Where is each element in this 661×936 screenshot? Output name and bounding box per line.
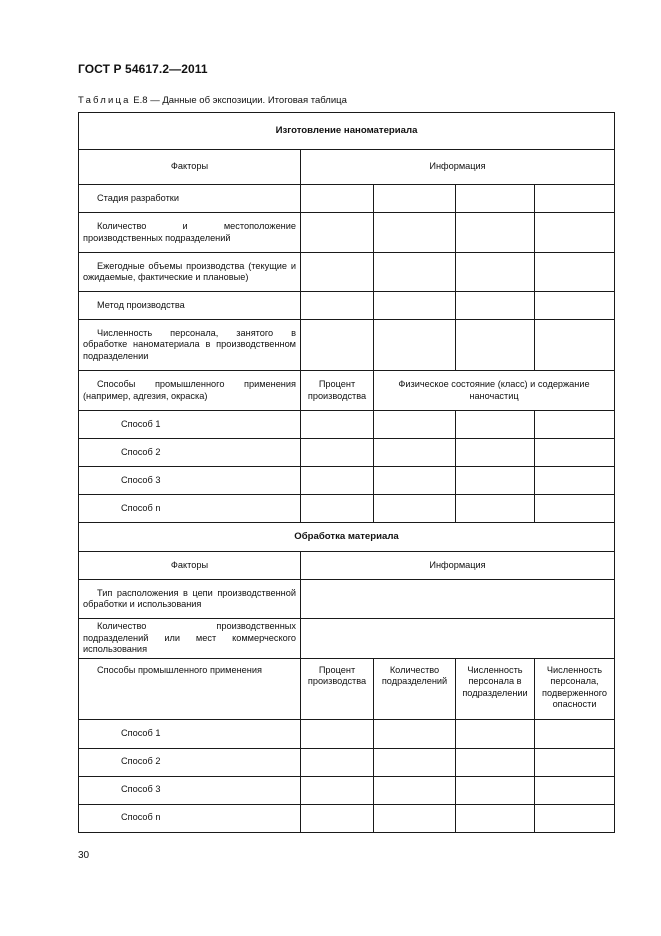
table-row xyxy=(79,292,615,320)
info-cell xyxy=(456,411,535,439)
info-cell xyxy=(301,804,374,832)
info-cell xyxy=(301,495,374,523)
info-cell xyxy=(374,253,456,292)
table-caption xyxy=(78,95,347,106)
info-cell xyxy=(301,292,374,320)
info-cell xyxy=(301,185,374,213)
table-row xyxy=(79,371,615,411)
info-cell xyxy=(301,253,374,292)
factor-units-location: Количество и местоположение производственных подразделений xyxy=(79,213,301,253)
method-label: Способ 3 xyxy=(79,467,301,495)
info-cell xyxy=(535,748,615,776)
table-row xyxy=(79,619,615,659)
info-cell xyxy=(374,411,456,439)
info-cell xyxy=(456,320,535,371)
factor-staff-count: Численность персонала, занятого в обработке наноматериала в производственном подразделении xyxy=(79,320,301,371)
document-standard-header: ГОСТ Р 54617.2—2011 xyxy=(78,62,208,76)
info-cell xyxy=(374,467,456,495)
column-header-percent: Процент производства xyxy=(301,658,374,719)
factor-chain-position: Тип расположения в цепи производственной обработки и использования xyxy=(79,580,301,619)
info-cell xyxy=(456,439,535,467)
method-label: Способ n xyxy=(79,804,301,832)
info-cell xyxy=(535,776,615,804)
column-header-row xyxy=(79,552,615,580)
method-label: Способ n xyxy=(79,495,301,523)
info-cell xyxy=(374,320,456,371)
exposure-summary-table xyxy=(78,112,615,833)
info-cell xyxy=(301,320,374,371)
method-label: Способ 1 xyxy=(79,719,301,748)
table-row xyxy=(79,658,615,719)
info-cell xyxy=(301,467,374,495)
table-row xyxy=(79,320,615,371)
info-cell xyxy=(535,411,615,439)
info-cell xyxy=(535,467,615,495)
table-caption-prefix: Таблица xyxy=(78,95,131,106)
table-row xyxy=(79,719,615,748)
info-cell xyxy=(374,719,456,748)
column-header-physical-state: Физическое состояние (класс) и содержание наночастиц xyxy=(374,371,615,411)
factor-industrial-applications: Способы промышленного применения xyxy=(79,658,301,719)
factor-production-method: Метод производства xyxy=(79,292,301,320)
info-cell xyxy=(535,253,615,292)
method-label: Способ 3 xyxy=(79,776,301,804)
info-cell xyxy=(301,439,374,467)
table-caption-text: Е.8 — Данные об экспозиции. Итоговая таблица xyxy=(130,95,347,106)
info-cell xyxy=(535,495,615,523)
column-header-factors: Факторы xyxy=(79,552,301,580)
info-cell xyxy=(456,253,535,292)
info-cell xyxy=(456,804,535,832)
table-row xyxy=(79,253,615,292)
info-cell xyxy=(374,495,456,523)
method-label: Способ 1 xyxy=(79,411,301,439)
factor-industrial-applications: Способы промышленного применения (например, адгезия, окраска) xyxy=(79,371,301,411)
info-cell xyxy=(374,185,456,213)
table-row xyxy=(79,748,615,776)
method-label: Способ 2 xyxy=(79,748,301,776)
page-number: 30 xyxy=(78,850,90,861)
section-title-row xyxy=(79,523,615,552)
info-cell xyxy=(374,213,456,253)
column-header-information: Информация xyxy=(301,150,615,185)
section-title-row xyxy=(79,113,615,150)
info-cell xyxy=(535,320,615,371)
info-cell xyxy=(456,213,535,253)
table-row xyxy=(79,804,615,832)
table-row xyxy=(79,411,615,439)
info-cell xyxy=(456,495,535,523)
table-row xyxy=(79,185,615,213)
info-cell xyxy=(456,719,535,748)
column-header-row xyxy=(79,150,615,185)
info-cell xyxy=(374,439,456,467)
table-row xyxy=(79,439,615,467)
column-header-percent: Процент производства xyxy=(301,371,374,411)
section-title-processing: Обработка материала xyxy=(79,523,615,552)
info-cell xyxy=(456,292,535,320)
info-cell xyxy=(535,719,615,748)
info-cell xyxy=(301,580,615,619)
table-row xyxy=(79,467,615,495)
info-cell xyxy=(535,804,615,832)
info-cell xyxy=(301,719,374,748)
info-cell xyxy=(456,748,535,776)
table-row xyxy=(79,213,615,253)
factor-annual-volumes: Ежегодные объемы производства (текущие и ожидаемые, фактические и плановые) xyxy=(79,253,301,292)
info-cell xyxy=(374,804,456,832)
info-cell xyxy=(456,185,535,213)
info-cell xyxy=(535,292,615,320)
table-row xyxy=(79,495,615,523)
table-row xyxy=(79,580,615,619)
info-cell xyxy=(301,619,615,659)
method-label: Способ 2 xyxy=(79,439,301,467)
column-header-information: Информация xyxy=(301,552,615,580)
section-title-manufacturing: Изготовление наноматериала xyxy=(79,113,615,150)
info-cell xyxy=(374,776,456,804)
info-cell xyxy=(535,185,615,213)
table-row xyxy=(79,776,615,804)
info-cell xyxy=(374,292,456,320)
info-cell xyxy=(301,411,374,439)
column-header-factors: Факторы xyxy=(79,150,301,185)
info-cell xyxy=(456,776,535,804)
info-cell xyxy=(535,213,615,253)
column-header-staff-exposed: Численность персонала, подверженного опасности xyxy=(535,658,615,719)
column-header-staff-in-unit: Численность персонала в подразделении xyxy=(456,658,535,719)
column-header-units-count: Количество подразделений xyxy=(374,658,456,719)
factor-units-count: Количество производственных подразделений или мест коммерческого использования xyxy=(79,619,301,659)
info-cell xyxy=(535,439,615,467)
factor-development-stage: Стадия разработки xyxy=(79,185,301,213)
info-cell xyxy=(301,213,374,253)
info-cell xyxy=(301,748,374,776)
info-cell xyxy=(301,776,374,804)
info-cell xyxy=(456,467,535,495)
info-cell xyxy=(374,748,456,776)
